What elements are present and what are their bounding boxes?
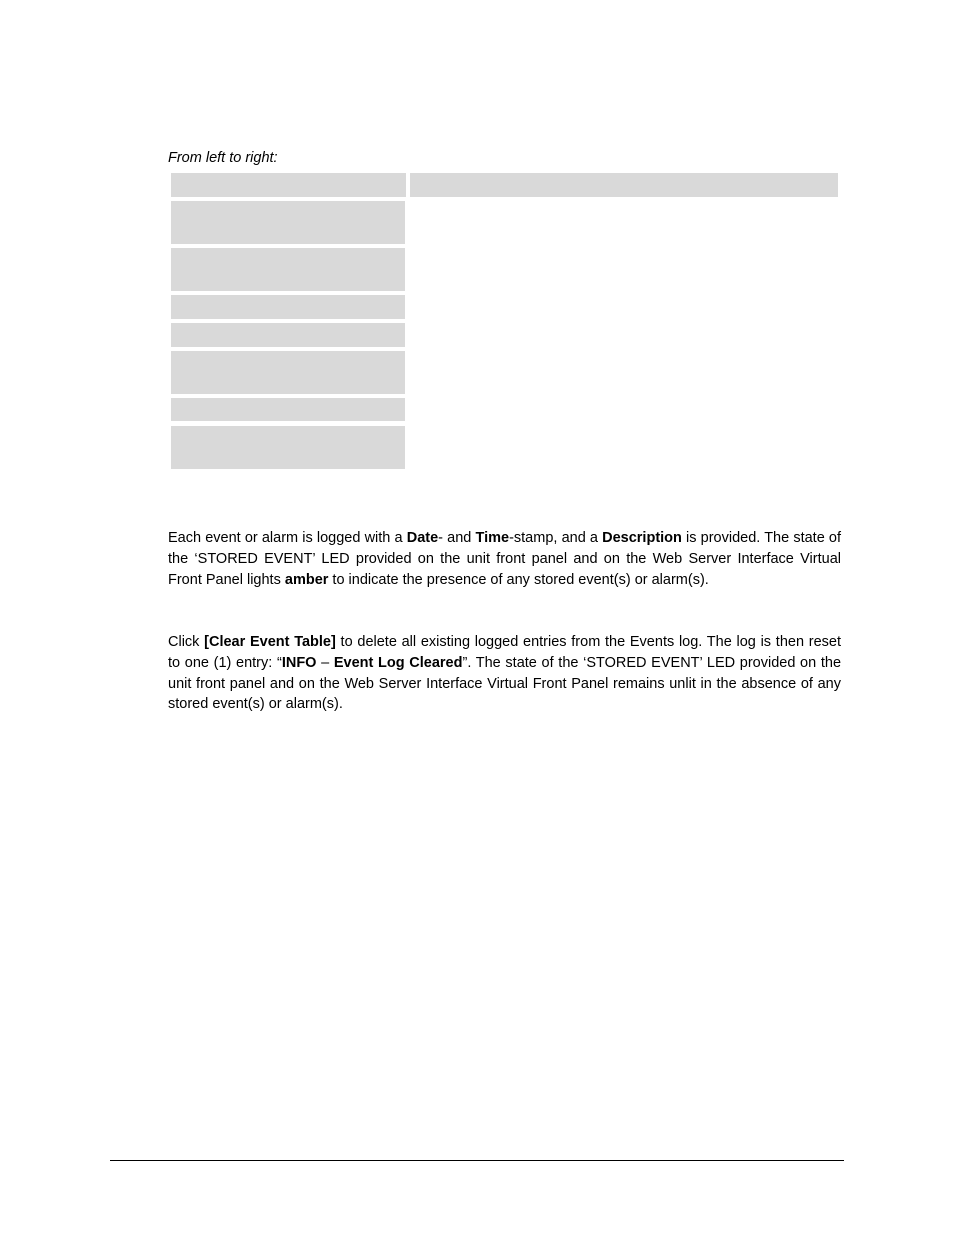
footer-rule bbox=[110, 1160, 844, 1161]
table-cell bbox=[171, 398, 405, 421]
table-cell bbox=[171, 201, 405, 244]
table-cell bbox=[171, 295, 405, 319]
table-header-divider bbox=[406, 173, 409, 197]
table-cell bbox=[171, 248, 405, 291]
intro-label: From left to right: bbox=[168, 150, 278, 166]
table-header-right bbox=[410, 173, 838, 197]
table-cell bbox=[171, 323, 405, 347]
table-cell bbox=[171, 426, 405, 469]
paragraph-events-logging: Each event or alarm is logged with a Date- and Time-stamp, and a Description is provided. The state of the ‘STORED EVENT’ LED provided on the unit front panel and on the Web Server Interface Virtual Front Panel lights amber to indicate the presence of any stored event(s) or alarm(s). bbox=[168, 530, 841, 588]
table-header-left bbox=[171, 173, 406, 197]
paragraph-clear-event-table: Click [Clear Event Table] to delete all existing logged entries from the Events log. The log is then reset to one (1) entry: “INFO – Event Log Cleared”. The state of the ‘STORED EVENT’ LED provided on the unit front panel and on the Web Server Interface Virtual Front Panel remains unlit in the absence of any stored event(s) or alarm(s). bbox=[168, 634, 842, 713]
table-cell bbox=[171, 351, 405, 394]
